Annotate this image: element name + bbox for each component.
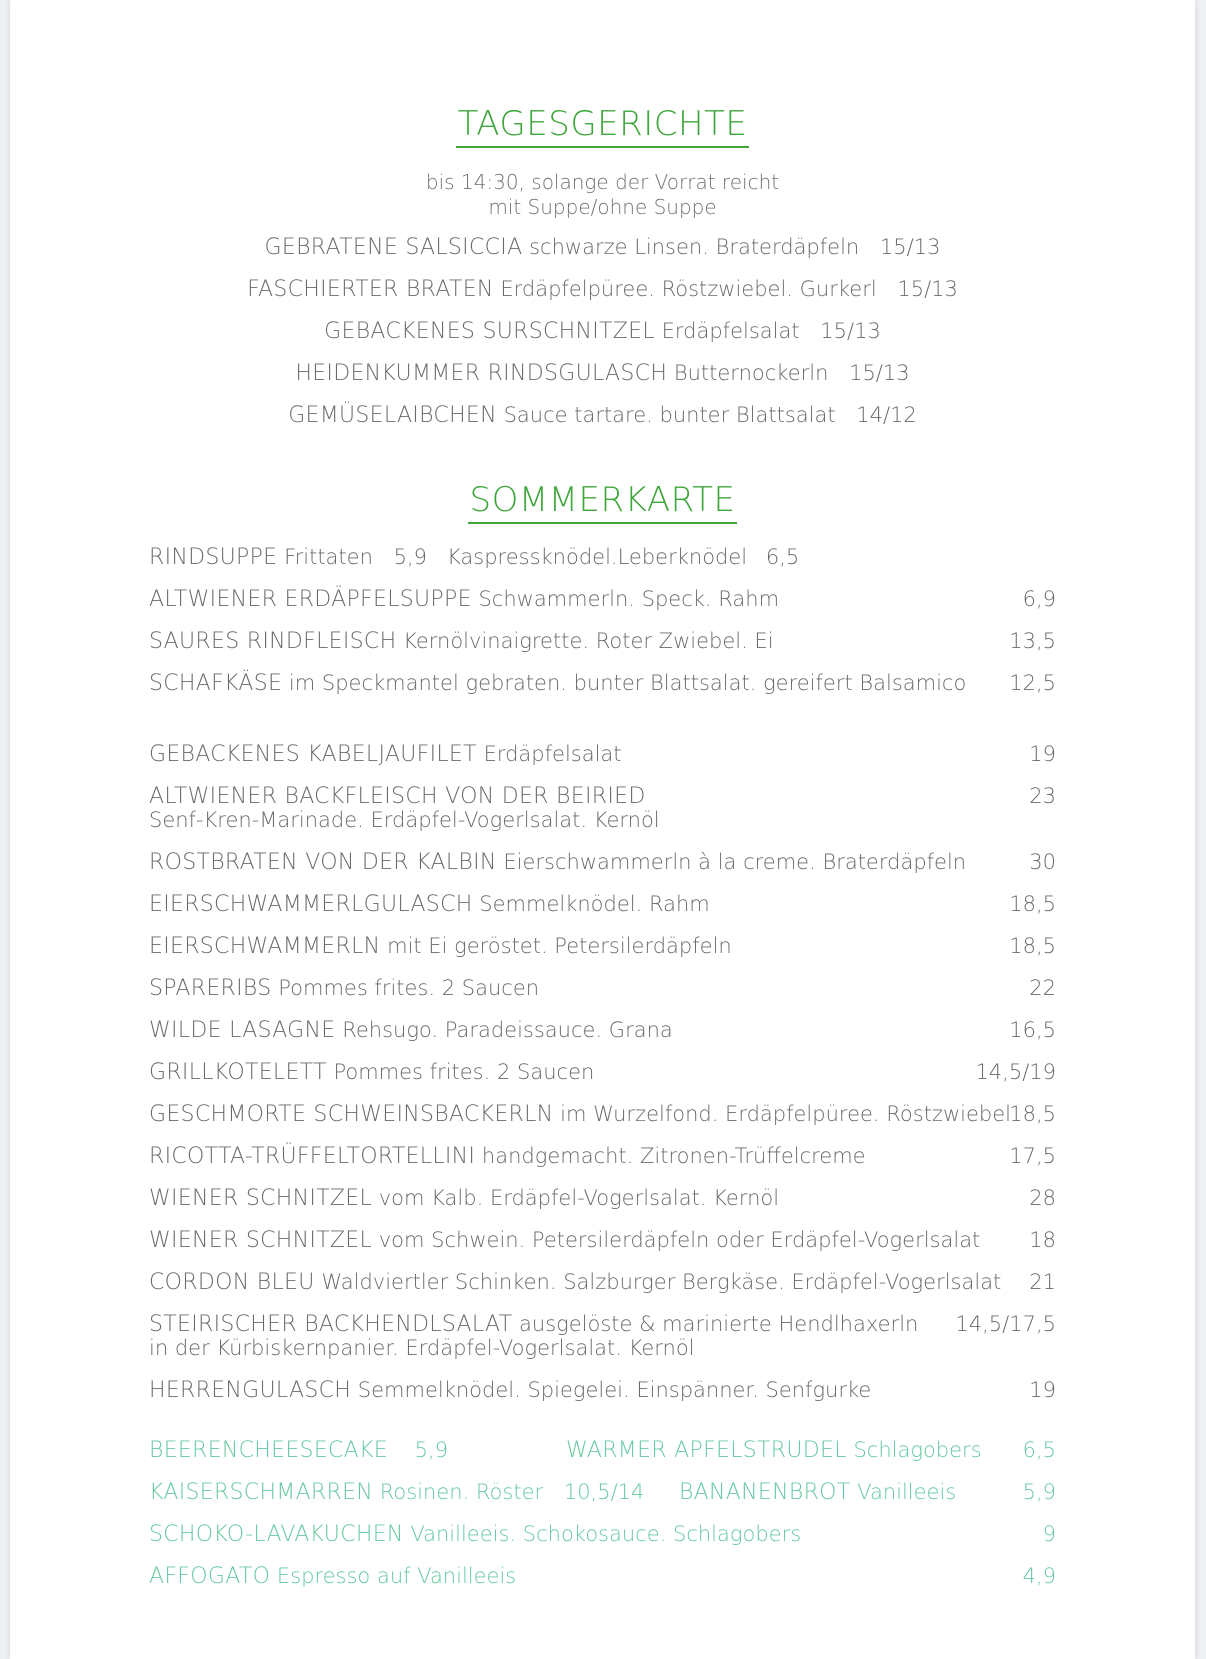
dessert-price: 5,9 <box>1022 1480 1056 1504</box>
menu-content <box>10 0 1195 1659</box>
dessert-desc: Vanilleeis <box>857 1480 957 1504</box>
menu-item <box>149 1312 1056 1359</box>
menu-item <box>149 850 1056 875</box>
menu-item-price: 23 <box>1029 784 1056 808</box>
menu-item-price: 18,5 <box>1009 934 1056 958</box>
menu-item <box>149 1270 1056 1295</box>
dessert-name: BANANENBROT <box>679 1480 851 1505</box>
menu-item-desc: ausgelöste & marinierte Hendlhaxerln <box>519 1312 919 1336</box>
menu-item <box>149 892 1056 917</box>
daily-item <box>10 361 1195 386</box>
soup-desc: Frittaten <box>284 545 373 569</box>
menu-item <box>149 1060 1056 1085</box>
menu-item-name: SCHAFKÄSE <box>149 671 283 696</box>
dessert-row <box>149 1564 1056 1589</box>
menu-item <box>149 671 1056 696</box>
menu-item <box>149 784 1056 831</box>
menu-item-desc: vom Kalb. Erdäpfel-Vogerlsalat. Kernöl <box>378 1186 780 1210</box>
tagesgerichte-subtitle <box>10 170 1195 220</box>
menu-item-price: 18 <box>1029 1228 1056 1252</box>
daily-item-name: GEMÜSELAIBCHEN <box>288 403 497 428</box>
menu-item-name: EIERSCHWAMMERLGULASCH <box>149 892 473 917</box>
menu-item-name: HERRENGULASCH <box>149 1378 352 1403</box>
dessert-name: SCHOKO-LAVAKUCHEN <box>149 1522 404 1547</box>
menu-item-desc: Pommes frites. 2 Saucen <box>278 976 540 1000</box>
menu-item-price: 12,5 <box>1009 671 1056 695</box>
menu-item-name: ROSTBRATEN VON DER KALBIN <box>149 850 497 875</box>
menu-item-price: 28 <box>1029 1186 1056 1210</box>
daily-item-price: 15/13 <box>879 235 941 259</box>
menu-item-desc: Erdäpfelsalat <box>483 742 622 766</box>
daily-item <box>10 403 1195 428</box>
menu-item-name: SPARERIBS <box>149 976 272 1001</box>
menu-item <box>149 976 1056 1001</box>
menu-item-price: 18,5 <box>1009 892 1056 916</box>
dessert-price: 6,5 <box>1022 1438 1056 1462</box>
daily-item-name: GEBACKENES SURSCHNITZEL <box>324 319 655 344</box>
menu-item-desc: handgemacht. Zitronen-Trüffelcreme <box>481 1144 866 1168</box>
daily-item-desc: schwarze Linsen. Braterdäpfeln <box>529 235 860 259</box>
menu-item-price: 19 <box>1029 1378 1056 1402</box>
menu-item <box>149 587 1056 612</box>
dessert-desc: Rosinen. Röster <box>379 1480 544 1504</box>
tagesgerichte-heading-text: TAGESGERICHTE <box>456 104 750 148</box>
menu-item-name: WIENER SCHNITZEL <box>149 1186 373 1211</box>
menu-item-price: 14,5/17,5 <box>955 1312 1056 1336</box>
daily-item-name: HEIDENKUMMER RINDSGULASCH <box>295 361 668 386</box>
menu-item-name: CORDON BLEU <box>149 1270 315 1295</box>
menu-item-name: GESCHMORTE SCHWEINSBACKERLN <box>149 1102 554 1127</box>
sommerkarte-heading-text: SOMMERKARTE <box>468 480 738 524</box>
dessert-price: 9 <box>1042 1522 1056 1546</box>
dessert-name: KAISERSCHMARREN <box>149 1480 374 1505</box>
menu-item-name: GRILLKOTELETT <box>149 1060 327 1085</box>
menu-item-name: RICOTTA-TRÜFFELTORTELLINI <box>149 1144 476 1169</box>
daily-item-desc: Sauce tartare. bunter Blattsalat <box>503 403 836 427</box>
dessert-desc: Vanilleeis. Schokosauce. Schlagobers <box>410 1522 802 1546</box>
dessert-price: 4,9 <box>1022 1564 1056 1588</box>
daily-item-desc: Butternockerln <box>673 361 829 385</box>
dessert-name: BEERENCHEESECAKE <box>149 1438 388 1463</box>
dessert-price: 5,9 <box>414 1438 449 1462</box>
daily-item-price: 14/12 <box>856 403 917 427</box>
menu-item-desc: Rehsugo. Paradeissauce. Grana <box>342 1018 673 1042</box>
dessert-name: WARMER APFELSTRUDEL <box>566 1438 847 1463</box>
menu-item <box>149 1228 1056 1253</box>
menu-item-name: EIERSCHWAMMERLN <box>149 934 381 959</box>
sommerkarte-heading <box>10 480 1195 520</box>
menu-item <box>149 1186 1056 1211</box>
menu-item-desc: Waldviertler Schinken. Salzburger Bergkäse. Erdäpfel-Vogerlsalat <box>321 1270 1002 1294</box>
menu-item <box>149 742 1056 767</box>
menu-item-desc: Semmelknödel. Rahm <box>479 892 710 916</box>
menu-item-name: ALTWIENER BACKFLEISCH VON DER BEIRIED <box>149 784 646 809</box>
daily-item-price: 15/13 <box>849 361 910 385</box>
menu-item <box>149 1144 1056 1169</box>
menu-item-price: 13,5 <box>1009 629 1056 653</box>
daily-item-name: GEBRATENE SALSICCIA <box>264 235 523 260</box>
menu-item <box>149 934 1056 959</box>
menu-item-desc: vom Schwein. Petersilerdäpfeln oder Erdäpfel-Vogerlsalat <box>378 1228 981 1252</box>
menu-item-desc: mit Ei geröstet. Petersilerdäpfeln <box>387 934 732 958</box>
dumpling-soup-price: 6,5 <box>765 545 800 569</box>
menu-item-desc-line2: in der Kürbiskernpanier. Erdäpfel-Vogerlsalat. Kernöl <box>149 1336 695 1360</box>
daily-item-name: FASCHIERTER BRATEN <box>247 277 494 302</box>
menu-item-name: ALTWIENER ERDÄPFELSUPPE <box>149 587 472 612</box>
menu-item-price: 17,5 <box>1009 1144 1056 1168</box>
dessert-name: AFFOGATO <box>149 1564 271 1589</box>
soup-name: RINDSUPPE <box>149 545 278 570</box>
tagesgerichte-heading <box>10 104 1195 144</box>
menu-item-desc: im Wurzelfond. Erdäpfelpüree. Röstzwiebel <box>560 1102 1011 1126</box>
menu-item <box>149 1018 1056 1043</box>
menu-item-name: GEBACKENES KABELJAUFILET <box>149 742 477 767</box>
menu-item-price: 6,9 <box>1022 587 1056 611</box>
menu-item-desc: im Speckmantel gebraten. bunter Blattsalat. gereifert Balsamico <box>288 671 967 695</box>
menu-item-desc: Schwammerln. Speck. Rahm <box>478 587 780 611</box>
menu-item-price: 21 <box>1029 1270 1056 1294</box>
daily-item <box>10 235 1195 260</box>
menu-item-desc: Eierschwammerln à la creme. Braterdäpfeln <box>503 850 967 874</box>
soup-price: 5,9 <box>393 545 427 569</box>
menu-item-price: 30 <box>1029 850 1056 874</box>
menu-item-name: WILDE LASAGNE <box>149 1018 336 1043</box>
dessert-desc: Espresso auf Vanilleeis <box>276 1564 517 1588</box>
menu-item-desc: Kernölvinaigrette. Roter Zwiebel. Ei <box>403 629 774 653</box>
daily-item-desc: Erdäpfelsalat <box>661 319 800 343</box>
daily-item-price: 15/13 <box>897 277 958 301</box>
menu-item-desc: Pommes frites. 2 Saucen <box>333 1060 595 1084</box>
menu-item <box>149 629 1056 654</box>
daily-item <box>10 277 1195 302</box>
menu-item <box>149 1378 1056 1403</box>
menu-item-price: 19 <box>1029 742 1056 766</box>
menu-item <box>149 1102 1056 1127</box>
dessert-row <box>149 1522 1056 1547</box>
menu-item-price: 14,5/19 <box>975 1060 1056 1084</box>
menu-item-price: 22 <box>1029 976 1056 1000</box>
menu-item-price: 16,5 <box>1009 1018 1056 1042</box>
menu-item-name: STEIRISCHER BACKHENDLSALAT <box>149 1312 513 1337</box>
dessert-price: 10,5/14 <box>563 1480 645 1504</box>
menu-item-name: SAURES RINDFLEISCH <box>149 629 397 654</box>
menu-item-desc-line2: Senf-Kren-Marinade. Erdäpfel-Vogerlsalat. Kernöl <box>149 808 660 832</box>
daily-item-desc: Erdäpfelpüree. Röstzwiebel. Gurkerl <box>500 277 877 301</box>
subtitle-line-2: mit Suppe/ohne Suppe <box>488 195 717 219</box>
daily-item-price: 15/13 <box>820 319 881 343</box>
menu-item-name: WIENER SCHNITZEL <box>149 1228 373 1253</box>
menu-item-desc: Semmelknödel. Spiegelei. Einspänner. Senfgurke <box>357 1378 872 1402</box>
subtitle-line-1: bis 14:30, solange der Vorrat reicht <box>425 170 780 194</box>
dumpling-soup-desc: Kaspressknödel.Leberknödel <box>447 545 748 569</box>
menu-item-price: 18,5 <box>1009 1102 1056 1126</box>
daily-item <box>10 319 1195 344</box>
dessert-desc: Schlagobers <box>853 1438 982 1462</box>
